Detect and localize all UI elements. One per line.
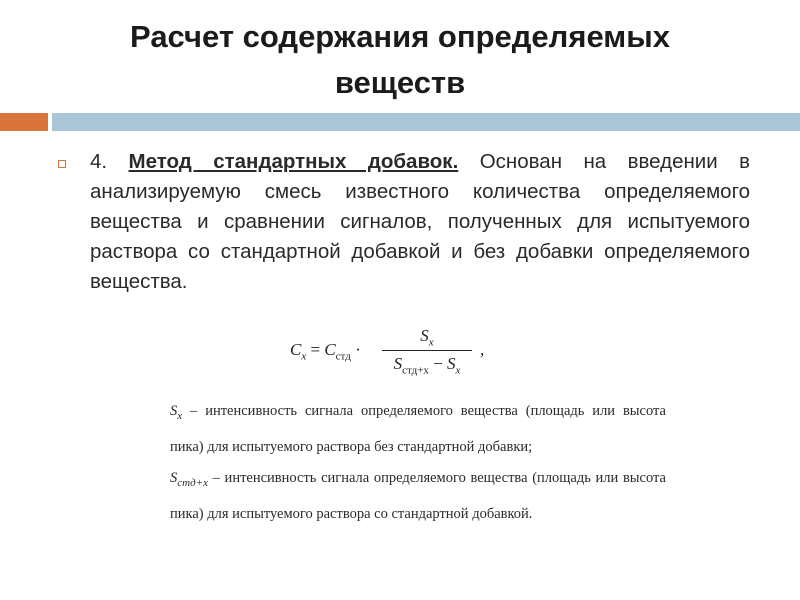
formula-lhs: $C_x = C_{стд}$ ·: [290, 340, 361, 363]
method-name: Метод стандартных добавок.: [128, 150, 459, 173]
description-line-2: введении в анализируемую смесь известного: [90, 150, 751, 203]
square-bullet-icon: [58, 160, 66, 168]
description-line-4: сигналов, полученных для испытуемого раствора со: [90, 210, 751, 263]
fraction-bar: [382, 350, 472, 351]
description-line-6: определяемого вещества.: [90, 240, 750, 293]
definitions-block: [170, 396, 666, 530]
description-line-3: количества определяемого вещества и сравнении: [90, 180, 750, 233]
description-line-5: стандартной добавкой и без добавки: [220, 240, 594, 263]
method-paragraph: [90, 147, 750, 297]
definition-sx: $S_x$ – интенсивность сигнала определяемого вещества (площадь или высота пика) для испытуемого раствора без стандартной добавки;: [170, 403, 666, 455]
title-line-1: Расчет содержания определяемых: [130, 19, 670, 54]
fraction-denominator: $S_{стд+x} - S_x$: [393, 354, 461, 377]
title-line-2: веществ: [334, 65, 466, 100]
standard-addition-formula: [290, 326, 550, 378]
accent-band-right: [52, 113, 800, 131]
formula-comma: ,: [480, 340, 485, 359]
definition-s-std-x: $S_{стд+x}$ – интенсивность сигнала определяемого вещества (площадь или высота пика) для испытуемого раствора со стандартной добавкой.: [170, 469, 666, 522]
accent-band-left: [0, 113, 48, 131]
fraction-numerator: $S_x$: [420, 326, 434, 349]
description-line-1: Основан на: [479, 150, 607, 173]
formula-fraction: [382, 326, 472, 377]
item-number: 4.: [90, 150, 108, 173]
slide-title: [0, 14, 800, 106]
